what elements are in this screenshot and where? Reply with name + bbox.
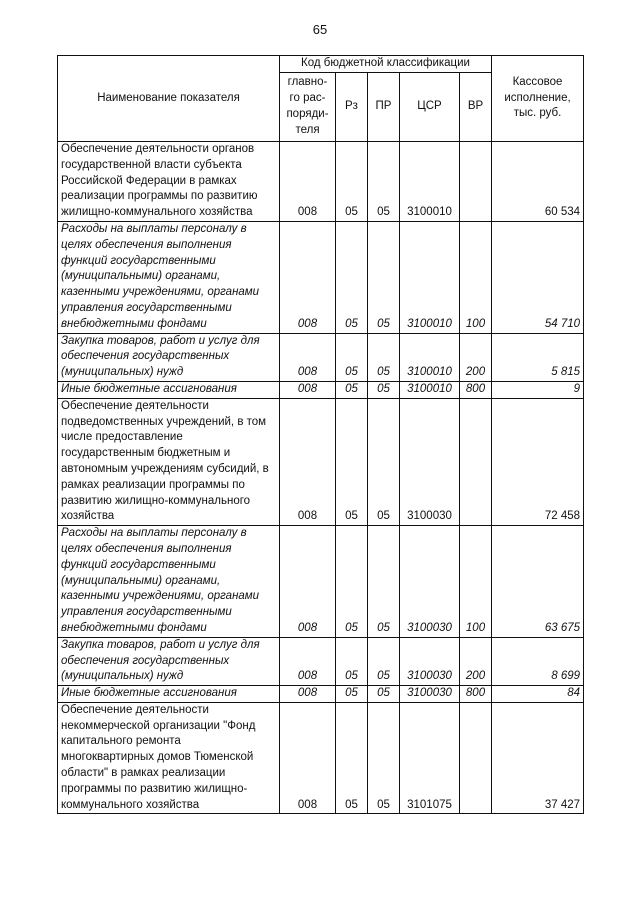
row-name: Расходы на выплаты персоналу в целях обеспечения выполнения функций государственными (муниципальными) органами, казенными учреждениями, органами управления государственными внебюджетными фондами — [58, 221, 280, 333]
row-vr: 800 — [460, 381, 492, 398]
row-vr: 800 — [460, 686, 492, 703]
row-pr: 05 — [368, 333, 400, 381]
row-gr: 008 — [280, 333, 336, 381]
header-code-group: Код бюджетной классификации — [280, 56, 492, 73]
row-gr: 008 — [280, 142, 336, 222]
header-name: Наименование показателя — [58, 56, 280, 142]
row-pr: 05 — [368, 221, 400, 333]
table-body — [58, 142, 584, 814]
row-csr: 3100010 — [400, 381, 460, 398]
table-row — [58, 333, 584, 381]
row-name: Закупка товаров, работ и услуг для обеспечения государственных (муниципальных) нужд — [58, 637, 280, 685]
row-pr: 05 — [368, 686, 400, 703]
table-row — [58, 221, 584, 333]
row-vr: 200 — [460, 333, 492, 381]
row-name: Иные бюджетные ассигнования — [58, 381, 280, 398]
row-rz: 05 — [336, 526, 368, 638]
table-row — [58, 398, 584, 525]
row-rz: 05 — [336, 702, 368, 814]
row-rz: 05 — [336, 637, 368, 685]
row-csr: 3100030 — [400, 526, 460, 638]
row-amount: 8 699 — [492, 637, 584, 685]
row-amount: 5 815 — [492, 333, 584, 381]
row-vr: 100 — [460, 526, 492, 638]
row-vr — [460, 702, 492, 814]
page-number: 65 — [312, 22, 328, 37]
row-name: Обеспечение деятельности подведомственных учреждений, в том числе предоставление государственным бюджетным и автономным учреждениям субсидий, в рамках реализации программы по развитию жилищно-коммунального хозяйства — [58, 398, 280, 525]
table-row — [58, 686, 584, 703]
row-vr: 200 — [460, 637, 492, 685]
row-amount: 60 534 — [492, 142, 584, 222]
row-gr: 008 — [280, 637, 336, 685]
row-vr — [460, 142, 492, 222]
row-gr: 008 — [280, 398, 336, 525]
header-rz: Рз — [336, 73, 368, 142]
header-glavnogo: главно-го рас-поряди-теля — [280, 73, 336, 142]
row-name: Иные бюджетные ассигнования — [58, 686, 280, 703]
table-row — [58, 142, 584, 222]
row-name: Расходы на выплаты персоналу в целях обеспечения выполнения функций государственными (муниципальными) органами, казенными учреждениями, органами управления государственными внебюджетными фондами — [58, 526, 280, 638]
row-csr: 3100030 — [400, 686, 460, 703]
row-gr: 008 — [280, 702, 336, 814]
header-csr: ЦСР — [400, 73, 460, 142]
row-name: Обеспечение деятельности органов государственной власти субъекта Российской Федерации в рамках реализации программы по развитию жилищно-коммунального хозяйства — [58, 142, 280, 222]
row-rz: 05 — [336, 142, 368, 222]
row-amount: 63 675 — [492, 526, 584, 638]
row-rz: 05 — [336, 398, 368, 525]
row-pr: 05 — [368, 398, 400, 525]
table-row — [58, 637, 584, 685]
budget-table — [57, 55, 584, 814]
row-gr: 008 — [280, 526, 336, 638]
row-pr: 05 — [368, 637, 400, 685]
row-csr: 3101075 — [400, 702, 460, 814]
row-amount: 54 710 — [492, 221, 584, 333]
row-rz: 05 — [336, 381, 368, 398]
row-csr: 3100030 — [400, 398, 460, 525]
row-gr: 008 — [280, 381, 336, 398]
row-name: Закупка товаров, работ и услуг для обеспечения государственных (муниципальных) нужд — [58, 333, 280, 381]
row-csr: 3100010 — [400, 333, 460, 381]
row-amount: 84 — [492, 686, 584, 703]
row-pr: 05 — [368, 381, 400, 398]
row-vr: 100 — [460, 221, 492, 333]
row-pr: 05 — [368, 142, 400, 222]
row-rz: 05 — [336, 221, 368, 333]
row-pr: 05 — [368, 702, 400, 814]
row-pr: 05 — [368, 526, 400, 638]
row-name: Обеспечение деятельности некоммерческой организации "Фонд капитального ремонта многоквартирных домов Тюменской области" в рамках реализации программы по развитию жилищно-коммунального хозяйства — [58, 702, 280, 814]
header-pr: ПР — [368, 73, 400, 142]
row-csr: 3100010 — [400, 221, 460, 333]
header-amount: Кассовое исполнение, тыс. руб. — [492, 56, 584, 142]
row-gr: 008 — [280, 221, 336, 333]
row-gr: 008 — [280, 686, 336, 703]
row-rz: 05 — [336, 333, 368, 381]
row-csr: 3100010 — [400, 142, 460, 222]
table-row — [58, 526, 584, 638]
row-amount: 9 — [492, 381, 584, 398]
row-amount: 72 458 — [492, 398, 584, 525]
row-amount: 37 427 — [492, 702, 584, 814]
table-row — [58, 702, 584, 814]
row-rz: 05 — [336, 686, 368, 703]
row-csr: 3100030 — [400, 637, 460, 685]
header-vr: ВР — [460, 73, 492, 142]
table-row — [58, 381, 584, 398]
row-vr — [460, 398, 492, 525]
